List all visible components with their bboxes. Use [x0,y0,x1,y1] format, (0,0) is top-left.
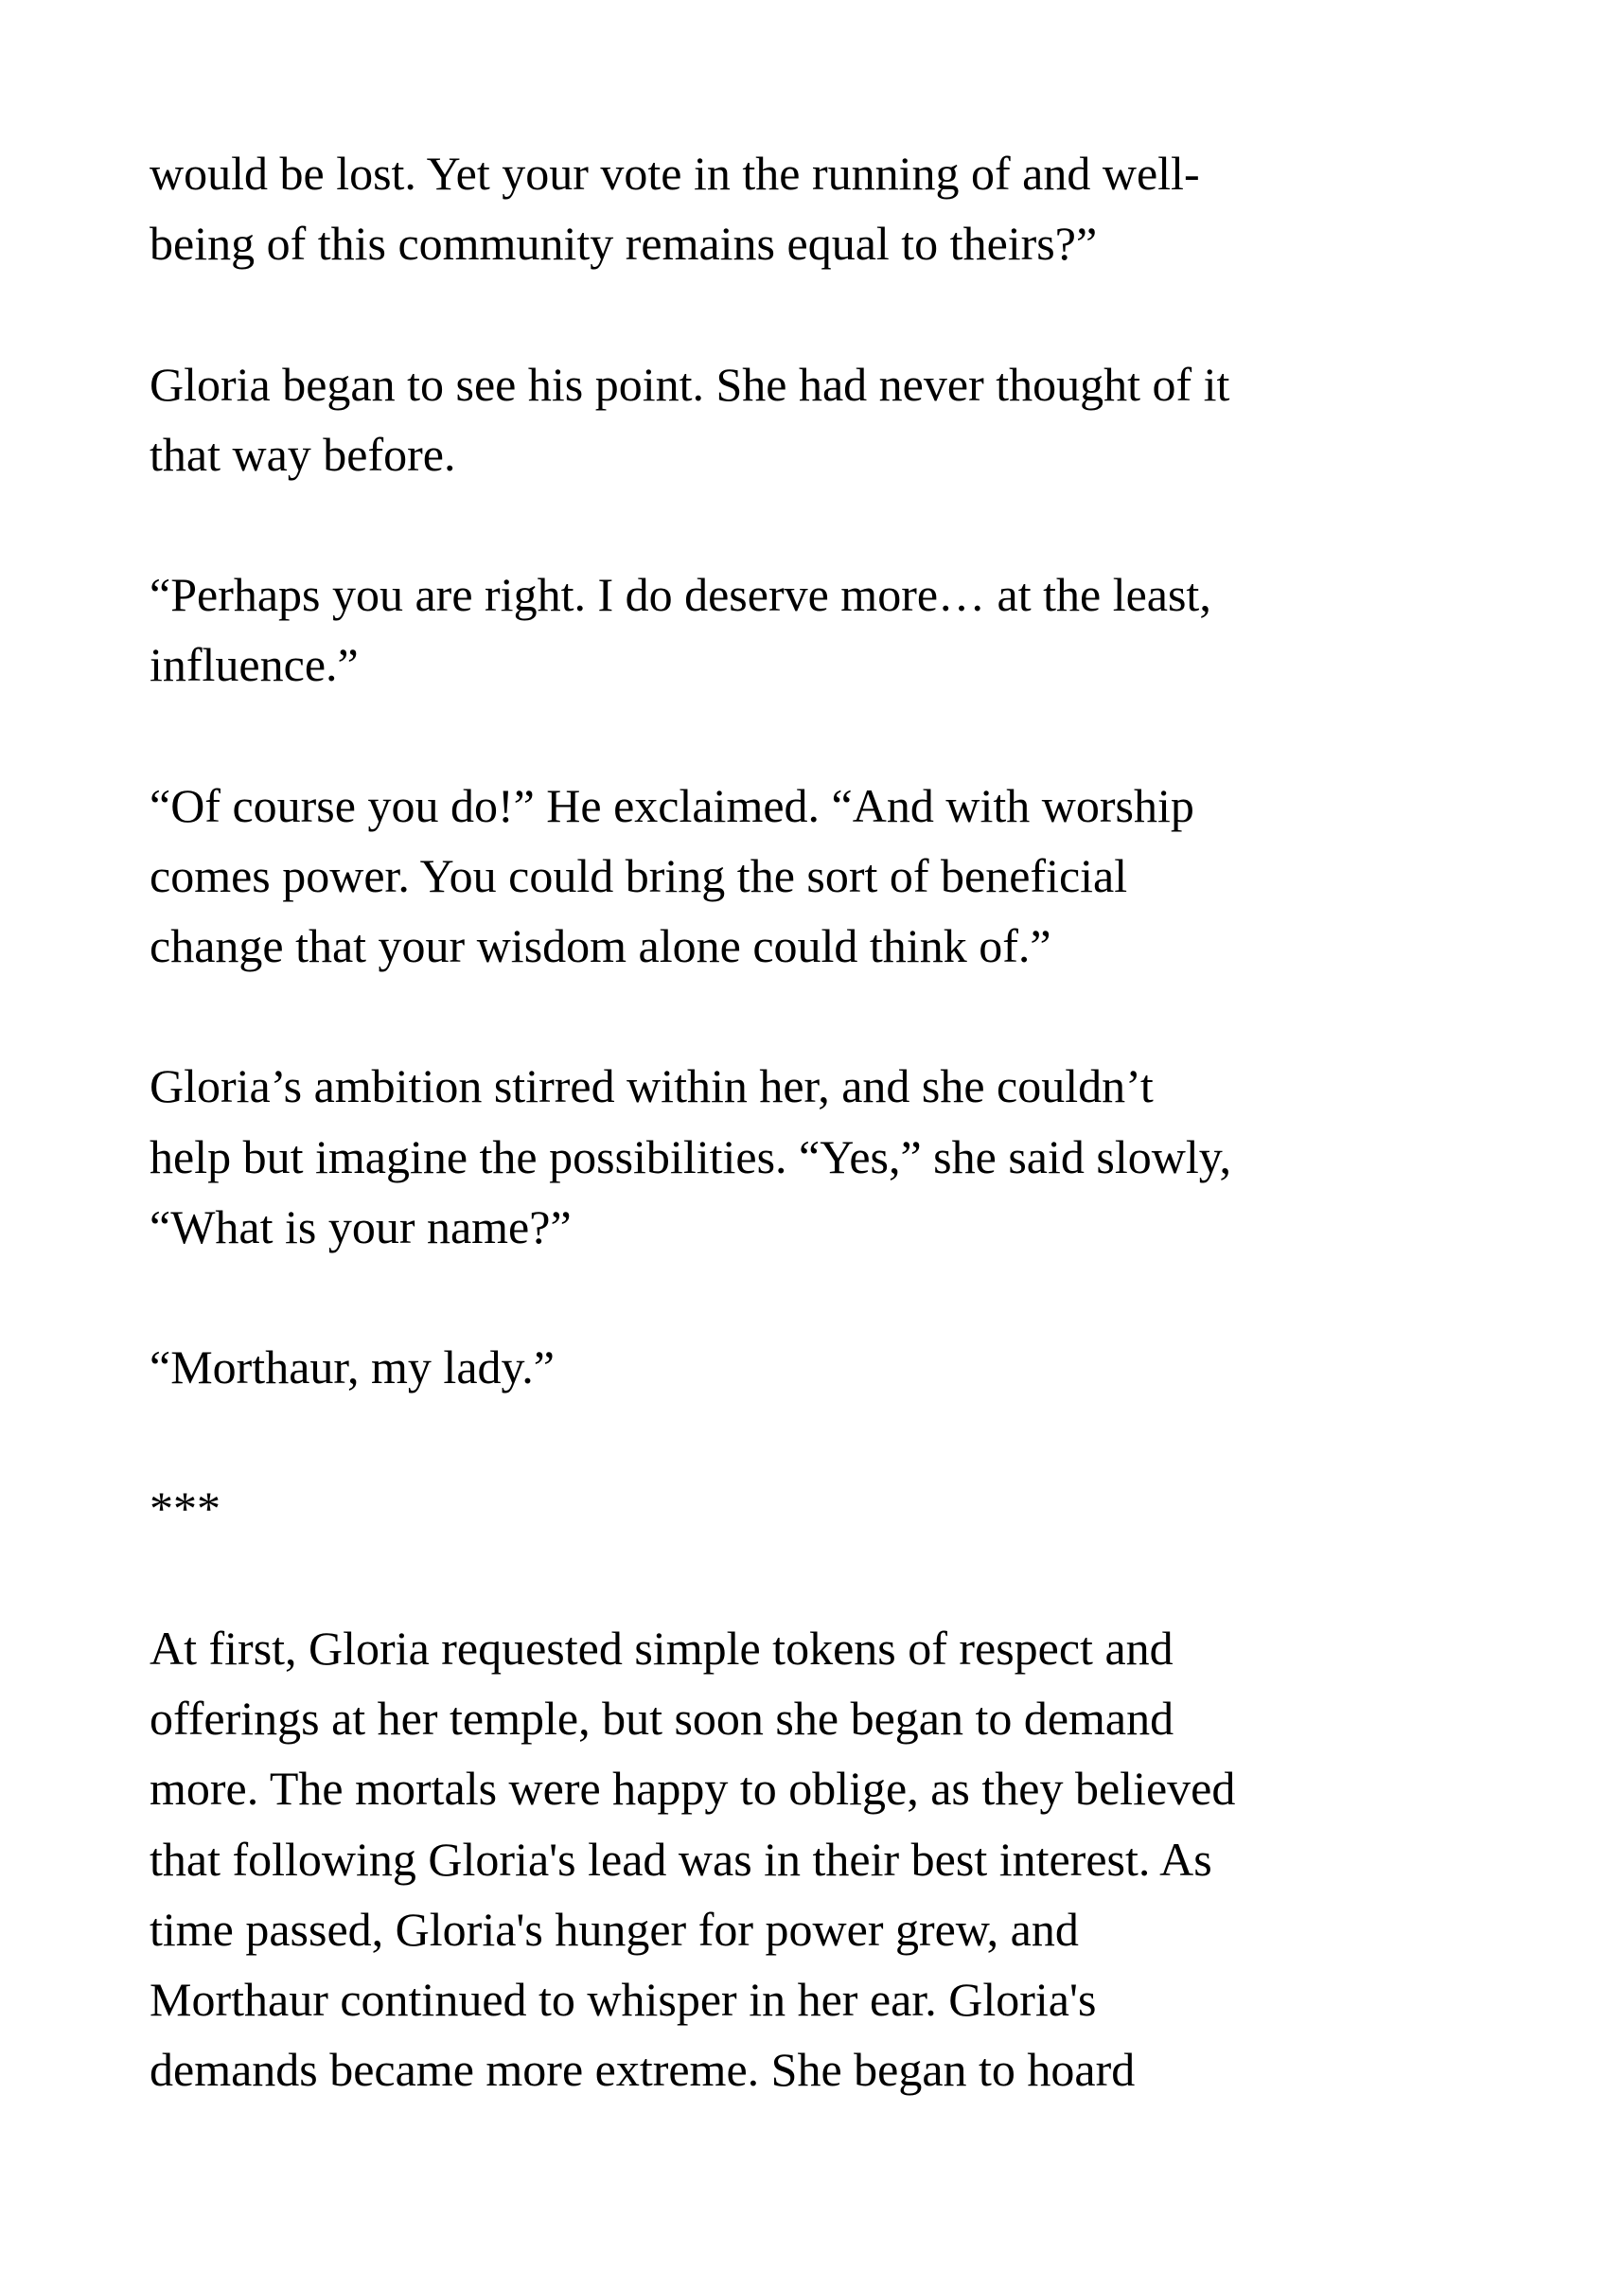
text-line: change that your wisdom alone could think of.” [150,919,1051,973]
text-line: comes power. You could bring the sort of beneficial [150,848,1128,902]
text-line: would be lost. Yet your vote in the running of and well- [150,147,1200,200]
blank-line [150,489,1235,559]
text-line: “Of course you do!” He exclaimed. “And with worship [150,778,1194,832]
text-line: more. The mortals were happy to oblige, as they believed [150,1762,1236,1816]
text-line: “Perhaps you are right. I do deserve more… at the least, [150,568,1211,622]
blank-line [150,1402,1235,1472]
blank-line [150,1262,1235,1332]
document-page [150,138,1235,2104]
text-line: offerings at her temple, but soon she began to demand [150,1692,1174,1746]
text-line: influence.” [150,638,359,692]
text-line: that following Gloria's lead was in their best interest. As [150,1832,1212,1886]
text-line: *** [150,1481,221,1535]
text-line: “Morthaur, my lady.” [150,1340,555,1394]
text-line: help but imagine the possibilities. “Yes,” she said slowly, [150,1129,1231,1183]
text-line: demands became more extreme. She began to hoard [150,2043,1136,2097]
blank-line [150,278,1235,348]
blank-line [150,701,1235,771]
text-line: Gloria began to see his point. She had never thought of it [150,357,1230,411]
text-line: being of this community remains equal to theirs?” [150,217,1098,271]
blank-line [150,1543,1235,1613]
text-line: that way before. [150,427,456,481]
text-line: Morthaur continued to whisper in her ear. Gloria's [150,1972,1097,2026]
text-line: “What is your name?” [150,1199,572,1253]
text-line: At first, Gloria requested simple tokens of respect and [150,1621,1174,1675]
text-line: time passed, Gloria's hunger for power grew, and [150,1902,1079,1956]
text-line: Gloria’s ambition stirred within her, and she couldn’t [150,1059,1154,1113]
blank-line [150,981,1235,1051]
